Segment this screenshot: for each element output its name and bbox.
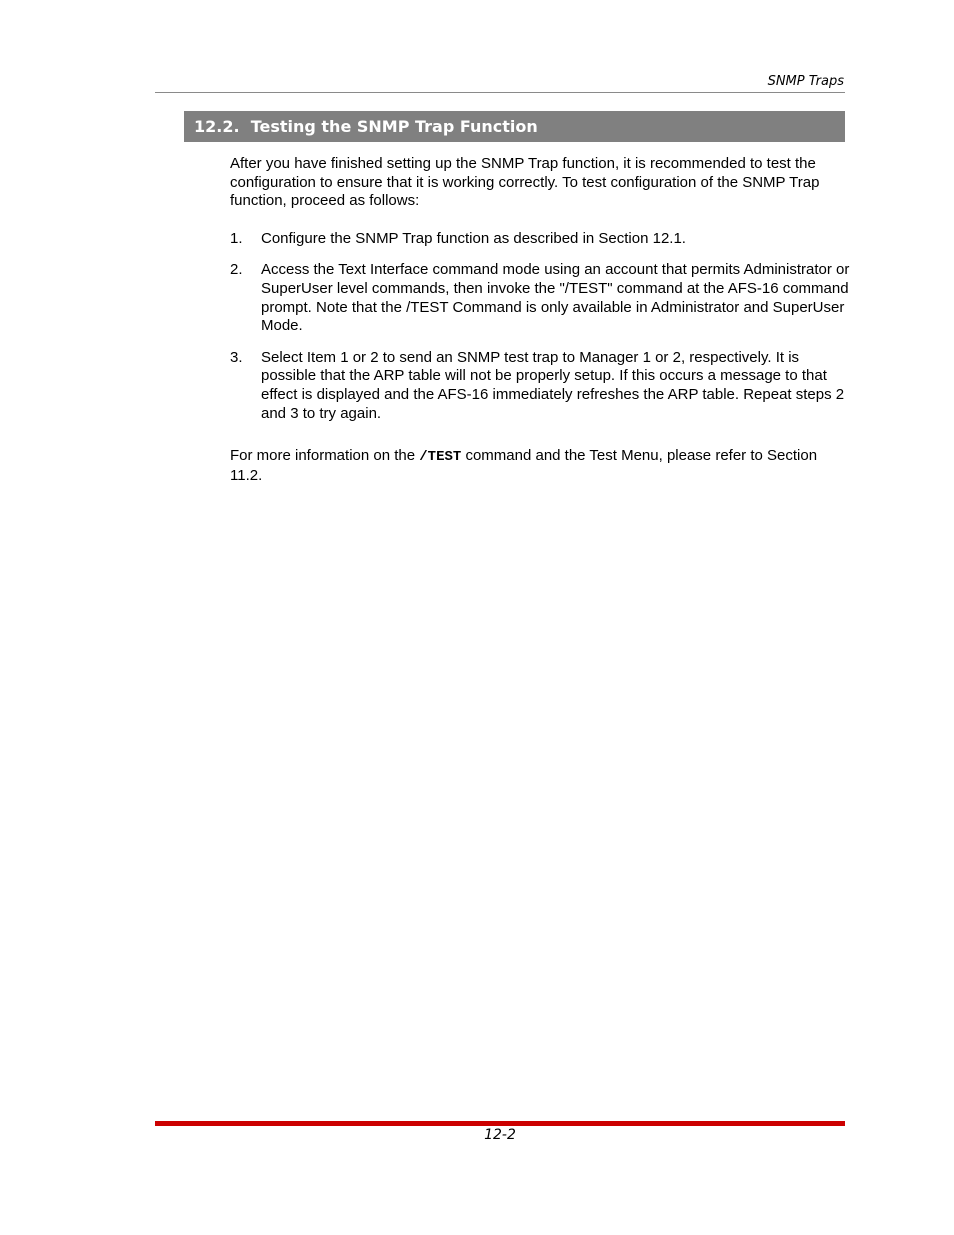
- step-text: Select Item 1 or 2 to send an SNMP test trap to Manager 1 or 2, respectively. It is possible that the ARP table will not be properly setup. If this occurs a message to that effect is displayed and the AFS-16 immediately refreshes the ARP table. Repeat steps 2 and 3 to try again.: [261, 348, 845, 422]
- step-text: Access the Text Interface command mode using an account that permits Administrator or SuperUser level commands, then invoke the "/TEST" command at the AFS-16 command prompt. Note that the /TEST Command is only available in Administrator and SuperUser Mode.: [261, 261, 850, 335]
- page-number: 12-2: [484, 1127, 516, 1143]
- step-text: Configure the SNMP Trap function as described in Section 12.1.: [261, 229, 686, 247]
- closing-prefix: For more information on the: [230, 447, 420, 465]
- test-command: /TEST: [419, 449, 462, 466]
- section-heading: 12.2. Testing the SNMP Trap Function: [194, 117, 538, 136]
- header-divider: [155, 92, 845, 93]
- closing-paragraph: [230, 447, 850, 485]
- list-item: [230, 261, 850, 335]
- step-number: 3.: [230, 348, 243, 366]
- closing-suffix: command and the Test Menu, please refer to Section 11.2.: [230, 447, 818, 484]
- running-header: SNMP Traps: [767, 74, 844, 89]
- step-number: 1.: [230, 229, 243, 247]
- procedure-steps: [230, 230, 850, 423]
- list-item: [230, 230, 850, 249]
- step-number: 2.: [230, 261, 243, 279]
- section-heading-bar: [184, 111, 845, 142]
- list-item: [230, 349, 850, 423]
- body-content: [230, 155, 850, 485]
- footer-divider: [155, 1121, 845, 1126]
- intro-paragraph: After you have finished setting up the SNMP Trap function, it is recommended to test the configuration to ensure that it is working correctly. To test configuration of the SNMP Trap function, proceed as follows:: [230, 155, 820, 210]
